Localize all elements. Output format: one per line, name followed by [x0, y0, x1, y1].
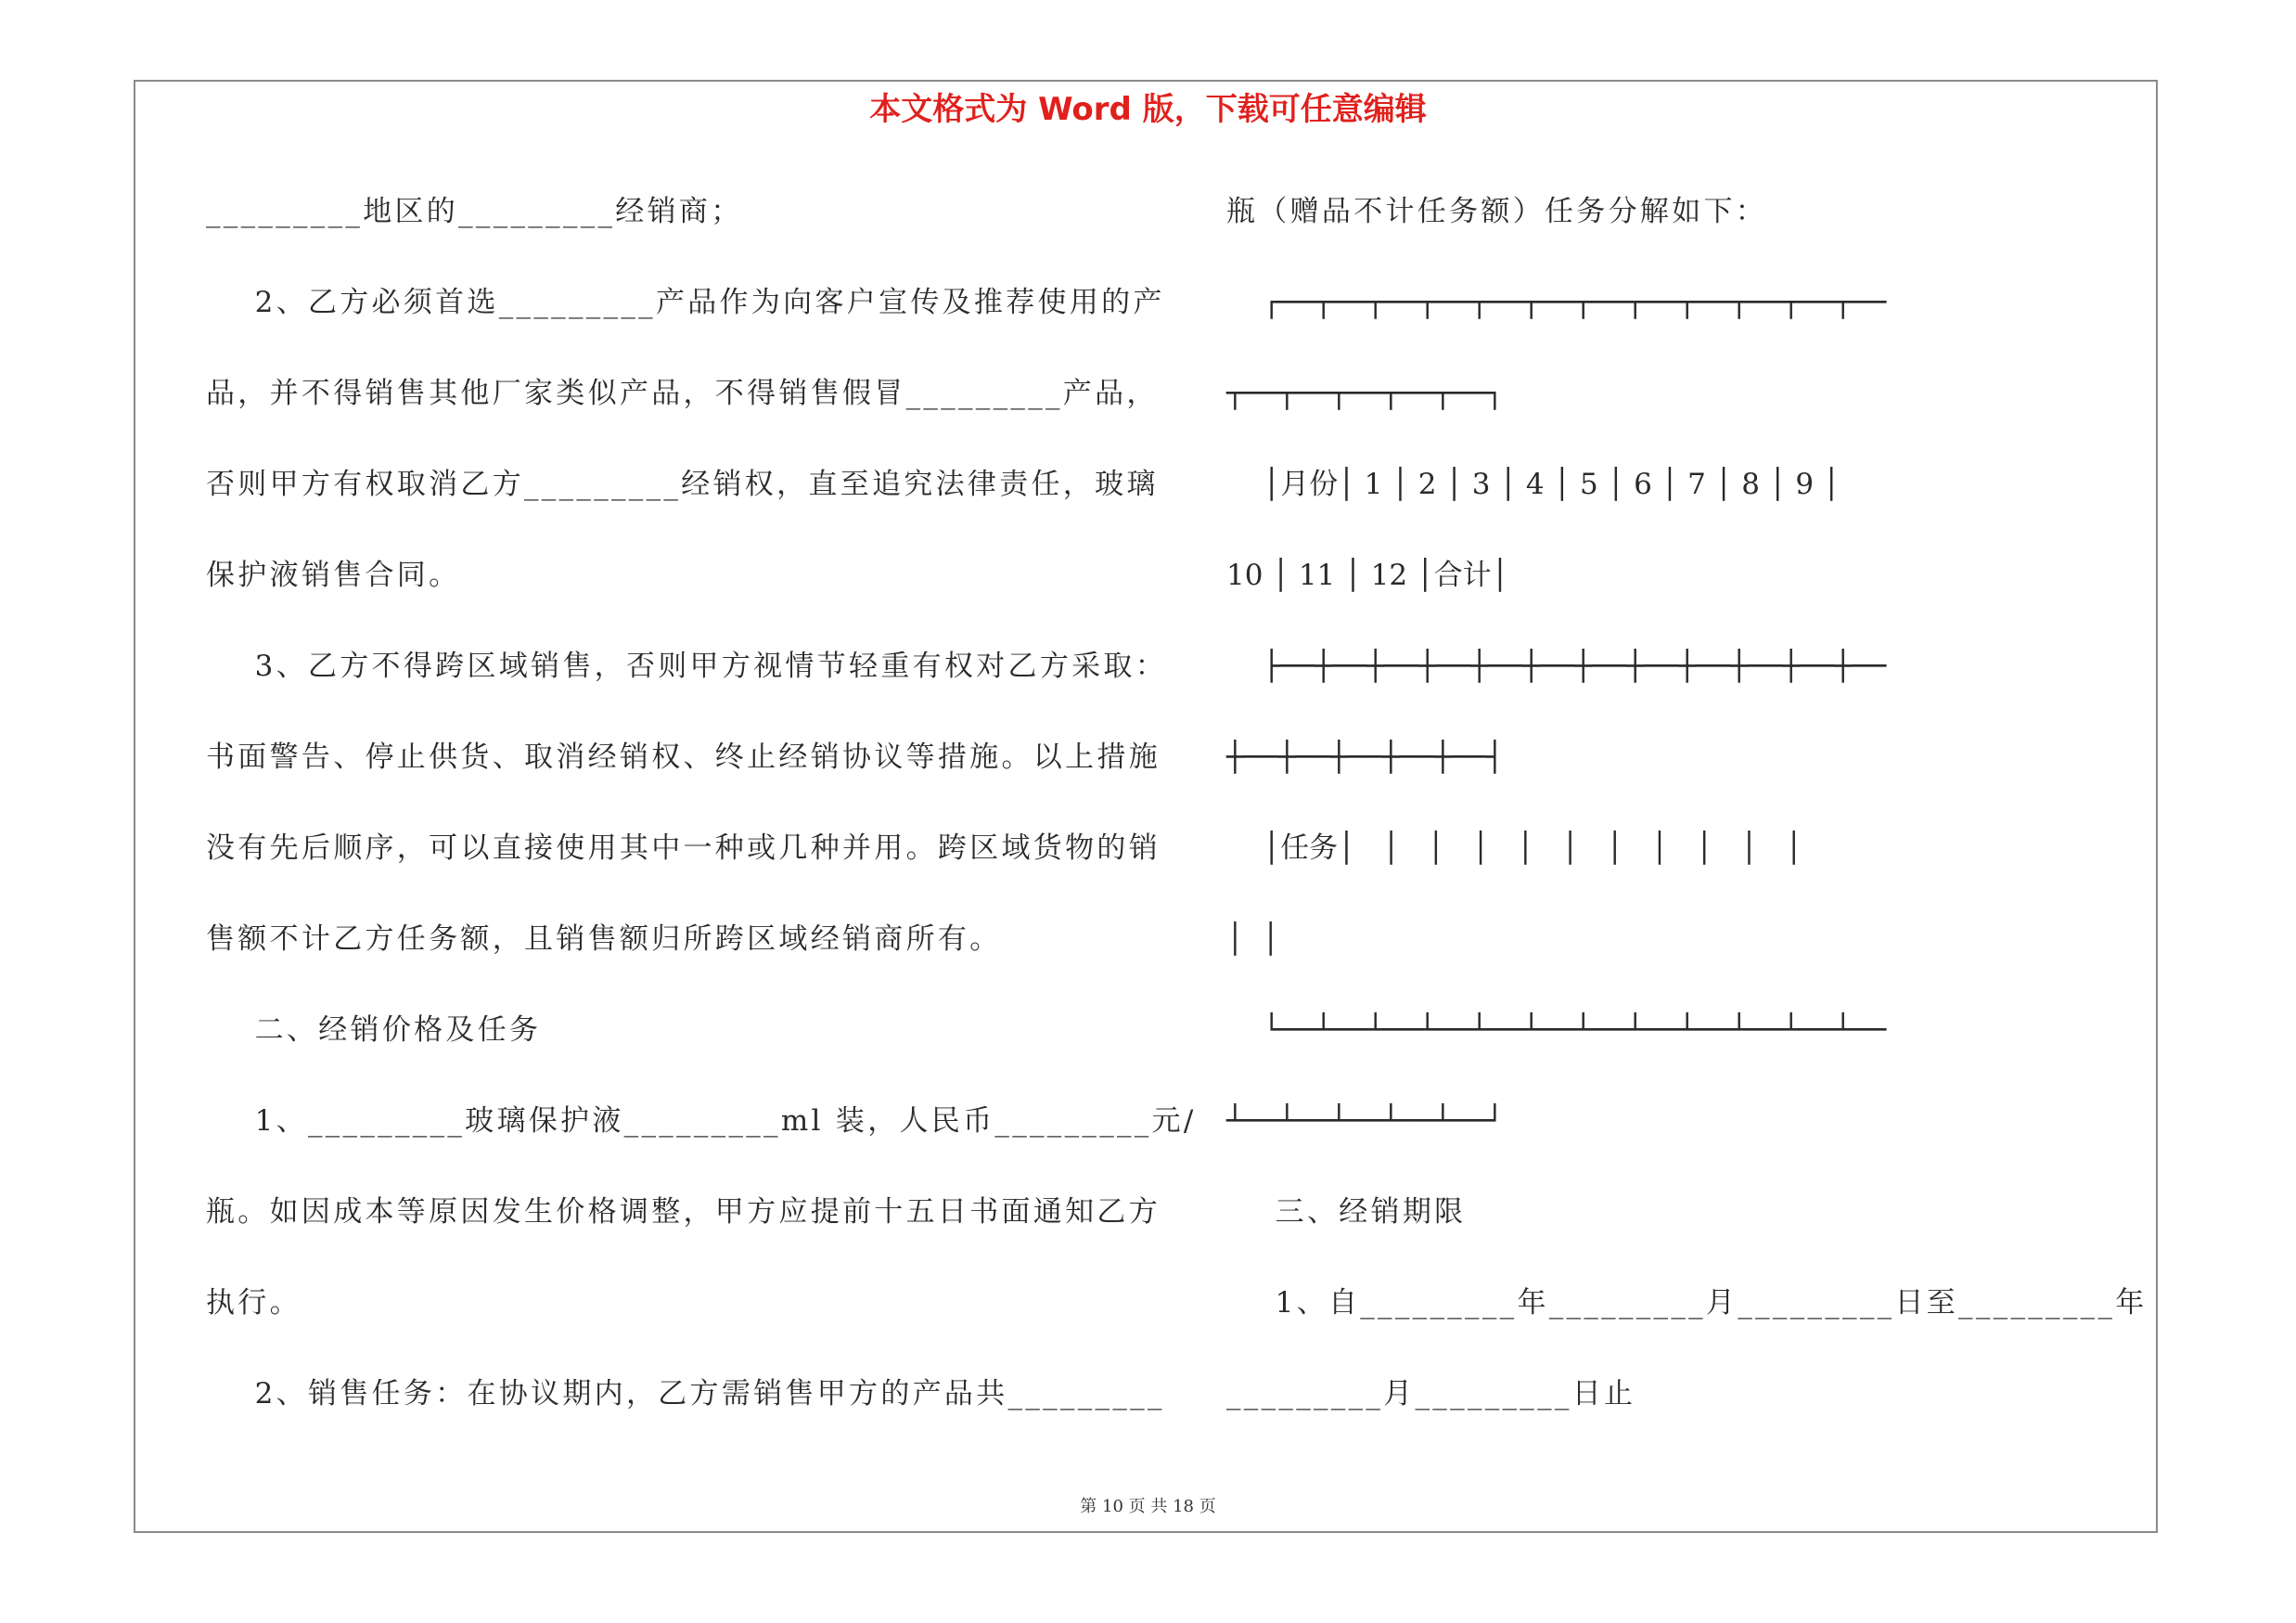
task-table-header-row: 10 │ 11 │ 12 │合计│	[1226, 559, 1509, 592]
format-notice-banner: 本文格式为 Word 版，下载可任意编辑	[869, 91, 1427, 128]
paragraph-line: 1、_________玻璃保护液_________ml 装，人民币_________元/	[206, 1104, 1197, 1138]
task-table-header-row: │月份│ 1 │ 2 │ 3 │ 4 │ 5 │ 6 │ 7 │ 8 │ 9 │	[1226, 468, 1841, 501]
task-table-border: ┴──┴──┴──┴──┴──┘	[1226, 1104, 1504, 1138]
paragraph-line: 否则甲方有权取消乙方_________经销权，直至追究法律责任，玻璃	[206, 468, 1159, 501]
paragraph-line: 书面警告、停止供货、取消经销权、终止经销协议等措施。以上措施	[206, 741, 1161, 774]
paragraph-line: 瓶。如因成本等原因发生价格调整，甲方应提前十五日书面通知乙方	[206, 1195, 1161, 1229]
task-table-border: ┬──┬──┬──┬──┬──┐	[1226, 377, 1504, 410]
paragraph-line: 没有先后顺序，可以直接使用其中一种或几种并用。跨区域货物的销	[206, 831, 1161, 865]
task-table-border: ┌──┬──┬──┬──┬──┬──┬──┬──┬──┬──┬──┬──	[1226, 286, 1887, 319]
paragraph-line: 售额不计乙方任务额，且销售额归所跨区域经销商所有。	[206, 922, 1002, 956]
paragraph-line: 执行。	[206, 1286, 301, 1320]
page-number-footer: 第 10 页 共 18 页	[1080, 1497, 1216, 1516]
task-table-border: └──┴──┴──┴──┴──┴──┴──┴──┴──┴──┴──┴──	[1226, 1013, 1887, 1047]
section-heading: 三、经销期限	[1226, 1195, 1467, 1229]
task-table-border: ├──┼──┼──┼──┼──┼──┼──┼──┼──┼──┼──┼──	[1226, 650, 1887, 683]
paragraph-line: _________月_________日止	[1226, 1377, 1636, 1410]
task-table-border: ┼──┼──┼──┼──┼──┤	[1226, 741, 1504, 774]
paragraph-line: 3、乙方不得跨区域销售，否则甲方视情节轻重有权对乙方采取：	[206, 650, 1168, 683]
task-table-task-row: │任务│ │ │ │ │ │ │ │ │ │ │	[1226, 831, 1802, 865]
paragraph-line: 保护液销售合同。	[206, 559, 461, 592]
paragraph-line: _________地区的_________经销商；	[206, 195, 743, 228]
task-table-task-row: │ │	[1226, 922, 1280, 956]
paragraph-line: 2、销售任务：在协议期内，乙方需销售甲方的产品共_________	[206, 1377, 1165, 1410]
paragraph-line: 2、乙方必须首选_________产品作为向客户宣传及推荐使用的产	[206, 286, 1165, 319]
paragraph-line: 瓶（赠品不计任务额）任务分解如下：	[1226, 195, 1768, 228]
paragraph-line: 品，并不得销售其他厂家类似产品，不得销售假冒_________产品，	[206, 377, 1159, 410]
section-heading: 二、经销价格及任务	[206, 1013, 542, 1047]
paragraph-line: 1、自_________年_________月_________日至_________年	[1226, 1286, 2148, 1320]
